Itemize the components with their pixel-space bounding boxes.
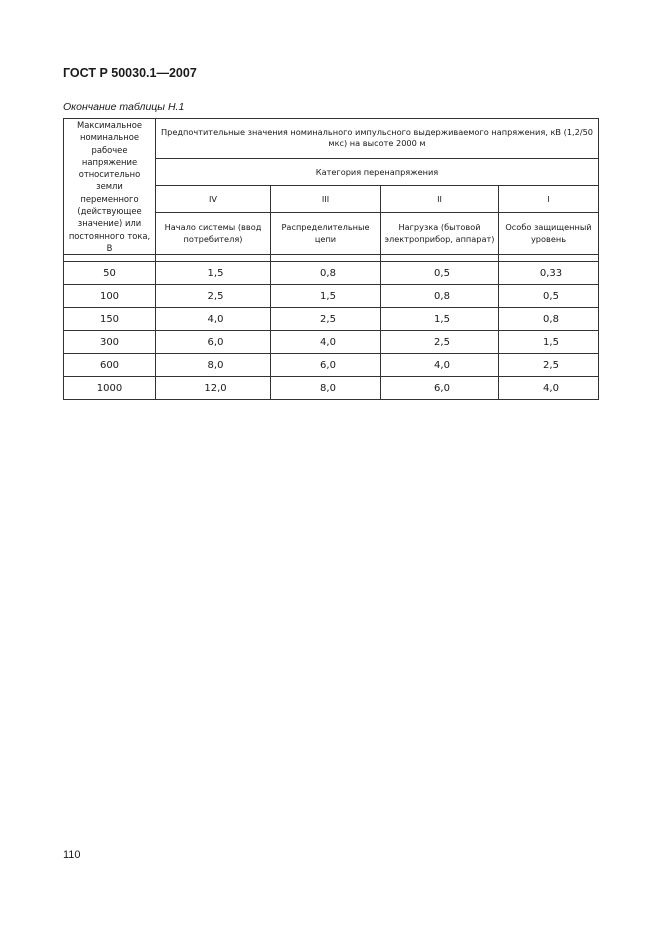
value-cell: 4,0 bbox=[156, 308, 271, 331]
voltage-cell: 50 bbox=[64, 262, 156, 285]
voltage-cell: 100 bbox=[64, 285, 156, 308]
table-row bbox=[64, 262, 599, 285]
value-cell: 8,0 bbox=[156, 354, 271, 377]
voltage-cell: 600 bbox=[64, 354, 156, 377]
header-max-voltage: Максимальное номинальное рабочее напряжение относительно земли переменного (действующее значение) или постоянного тока, В bbox=[64, 119, 156, 255]
voltage-cell: 1000 bbox=[64, 377, 156, 400]
page-number: 110 bbox=[63, 849, 81, 861]
value-cell: 6,0 bbox=[156, 331, 271, 354]
table-caption: Окончание таблицы Н.1 bbox=[63, 101, 185, 113]
value-cell: 6,0 bbox=[271, 354, 381, 377]
value-cell: 1,5 bbox=[156, 262, 271, 285]
value-cell: 12,0 bbox=[156, 377, 271, 400]
category-roman: I bbox=[499, 185, 599, 212]
value-cell: 4,0 bbox=[381, 354, 499, 377]
value-cell: 1,5 bbox=[271, 285, 381, 308]
document-code: ГОСТ Р 50030.1—2007 bbox=[63, 66, 197, 80]
value-cell: 6,0 bbox=[381, 377, 499, 400]
value-cell: 0,5 bbox=[499, 285, 599, 308]
value-cell: 2,5 bbox=[499, 354, 599, 377]
voltage-cell: 150 bbox=[64, 308, 156, 331]
value-cell: 4,0 bbox=[499, 377, 599, 400]
table-row bbox=[64, 331, 599, 354]
category-roman: II bbox=[381, 185, 499, 212]
voltage-table bbox=[63, 118, 599, 400]
value-cell: 0,8 bbox=[381, 285, 499, 308]
category-roman: IV bbox=[156, 185, 271, 212]
header-overvoltage-category: Категория перенапряжения bbox=[156, 158, 599, 185]
table-row bbox=[64, 308, 599, 331]
value-cell: 0,8 bbox=[271, 262, 381, 285]
value-cell: 1,5 bbox=[381, 308, 499, 331]
category-description: Начало системы (ввод потребителя) bbox=[156, 212, 271, 255]
header-spacer-row bbox=[64, 255, 599, 262]
category-description: Нагрузка (бытовой электроприбор, аппарат) bbox=[381, 212, 499, 255]
value-cell: 0,5 bbox=[381, 262, 499, 285]
category-roman: III bbox=[271, 185, 381, 212]
value-cell: 8,0 bbox=[271, 377, 381, 400]
table-row bbox=[64, 285, 599, 308]
table-row bbox=[64, 354, 599, 377]
header-impulse-voltage: Предпочтительные значения номинального импульсного выдерживаемого напряжения, кВ (1,2/50 мкс) на высоте 2000 м bbox=[156, 119, 599, 159]
table-row bbox=[64, 377, 599, 400]
value-cell: 0,8 bbox=[499, 308, 599, 331]
category-description: Распределительные цепи bbox=[271, 212, 381, 255]
category-description: Особо защищенный уровень bbox=[499, 212, 599, 255]
value-cell: 2,5 bbox=[271, 308, 381, 331]
value-cell: 4,0 bbox=[271, 331, 381, 354]
value-cell: 0,33 bbox=[499, 262, 599, 285]
value-cell: 2,5 bbox=[381, 331, 499, 354]
value-cell: 2,5 bbox=[156, 285, 271, 308]
voltage-cell: 300 bbox=[64, 331, 156, 354]
value-cell: 1,5 bbox=[499, 331, 599, 354]
